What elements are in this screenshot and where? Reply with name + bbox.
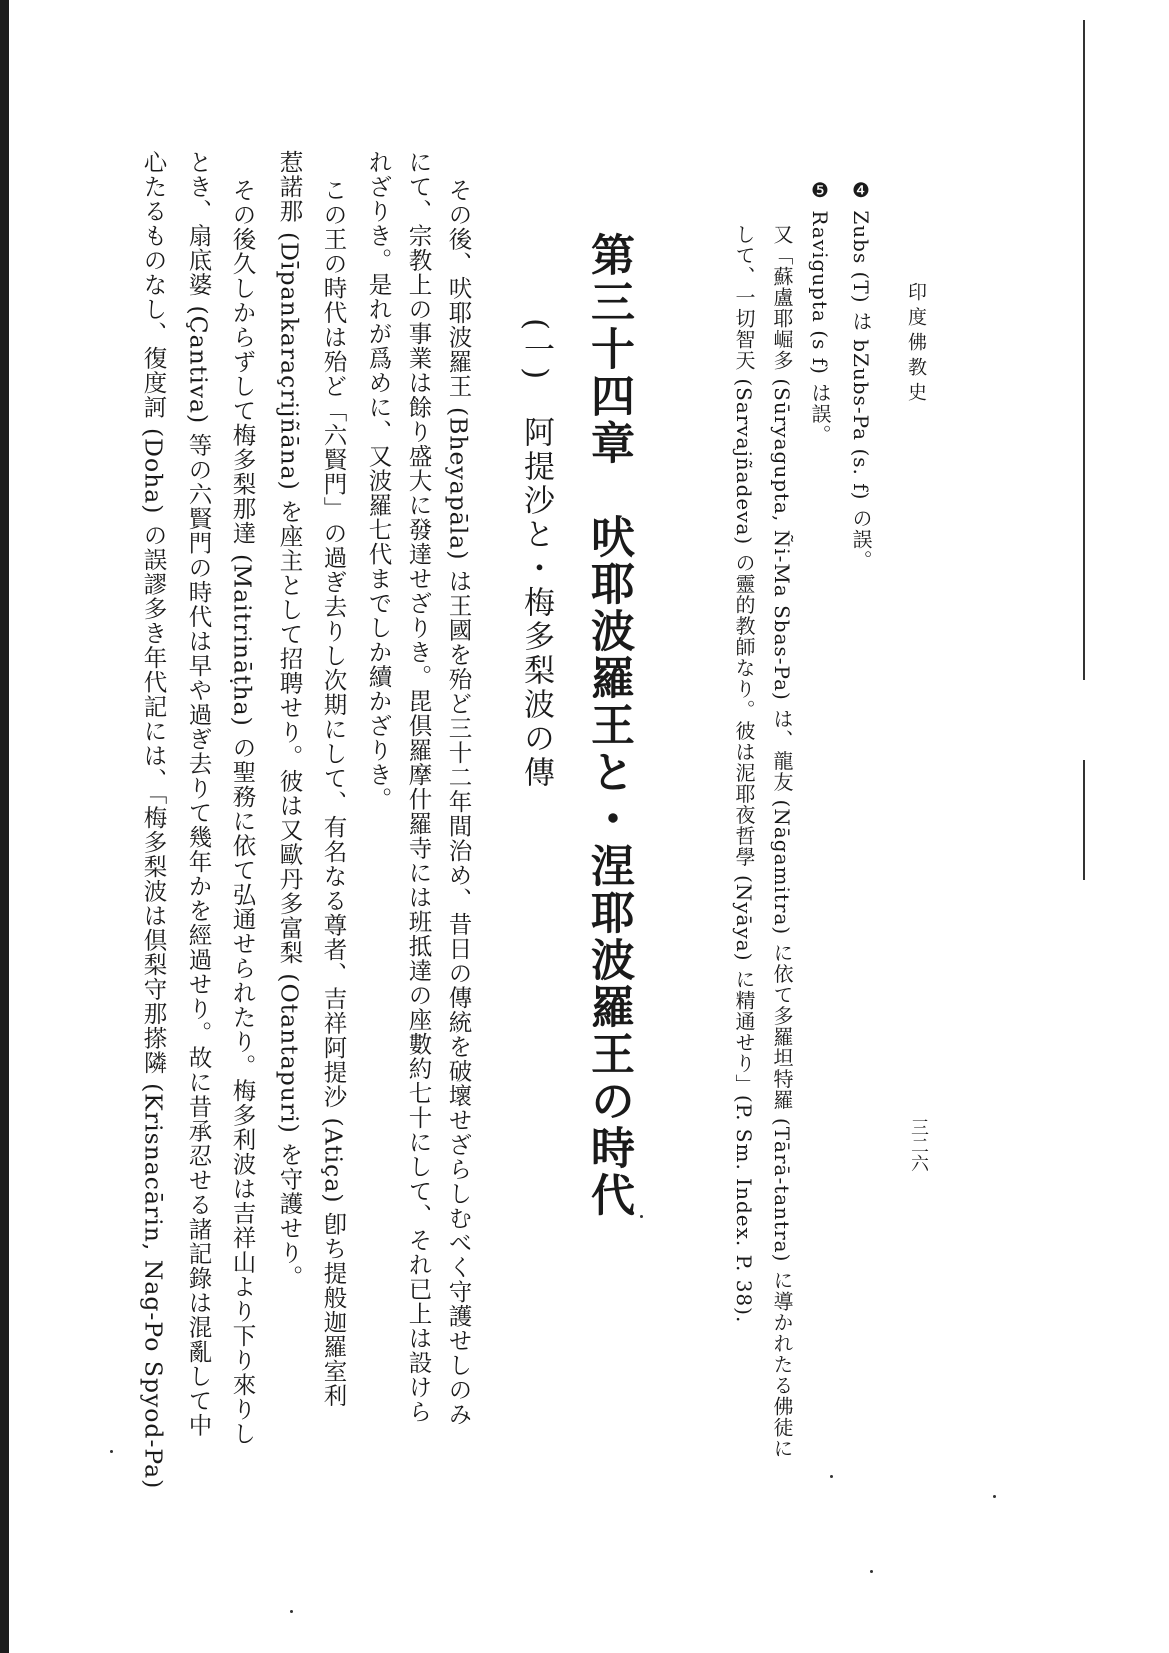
body-line-6: その後久しからずして梅多梨那達 (Maitrināṭha) の聖務に依て弘通せられたり。梅多利波は吉祥山より下り來りし: [228, 178, 257, 1446]
running-title: 印度佛教史: [905, 282, 927, 407]
body-line-1: その後、吠耶波羅王 (Bheyapāla) は王國を殆ど三十二年間治め、昔日の傳統を破壞せざらしむべく守護せしのみ: [444, 178, 473, 1427]
body-line-7: とき、扇底婆 (Çantiva) 等の六賢門の時代は早や過ぎ去りて幾年かを經過せり。故に昔承忍せる諸記錄は混亂して中: [184, 150, 213, 1438]
footnote-5-quote: 又「蘇盧耶崛多 (Sūryagupta, Ñi-Ma Sbas-Pa) は、龍友 (Nāgamitra) に依て多羅坦特羅 (Tārā-tantra) に導かれたる佛徒に: [770, 224, 794, 1459]
body-line-5: 惹諾那 (Dīpankaraçrijñāna) を座主として招聘せり。彼は又歐丹多富梨 (Otantapuri) を守護せり。: [275, 150, 304, 1290]
body-line-4: この王の時代は殆ど「六賢門」の過ぎ去りし次期にして、有名なる尊者、吉祥阿提沙 (Atiça) 卽ち提般迦羅室利: [319, 178, 348, 1408]
scan-right-edge: [1083, 20, 1085, 680]
body-line-8: 心たるものなし、復度訶 (Doha) の誤謬多き年代記には、「梅多梨波は倶梨守那搽隣 (Krisnacārin, Nag-Po Spyod-Pa): [139, 150, 168, 1490]
footnote-5: ❺ Ravigupta (s f) は誤。: [808, 178, 832, 446]
chapter-title: 第三十四章 吠耶波羅王と・涅耶波羅王の時代: [583, 232, 634, 1219]
body-line-2: にて、宗教上の事業は餘り盛大に發達せざりき。毘倶羅摩什羅寺には班抵達の座數約七十にして、それ已上は設けら: [404, 150, 433, 1424]
scan-speck: [830, 1475, 833, 1478]
footnote-4: ❹ Zubs (T) は bZubs-Pa (s. f) の誤。: [849, 178, 873, 571]
body-line-3: れざりき。是れが爲めに、又波羅七代までしか續かざりき。: [364, 150, 393, 812]
scan-speck: [290, 1610, 293, 1613]
scan-speck: [870, 1570, 873, 1573]
scan-right-edge-lower: [1083, 760, 1085, 880]
section-title: (一) 阿提沙と・梅多梨波の傳: [518, 318, 554, 791]
scan-speck: [993, 1495, 996, 1498]
scan-speck: [640, 1215, 643, 1218]
scan-speck: [110, 1450, 113, 1453]
footnote-5-quote-cont: して、一切智天 (Sarvajñadeva) の靈的教師なり。彼は泥耶夜哲學 (Nyāya) に精通せり」(P. Sm. Index. P. 38).: [732, 224, 756, 1324]
page-number: 三二六: [908, 1118, 929, 1172]
scan-left-edge: [0, 0, 9, 1653]
